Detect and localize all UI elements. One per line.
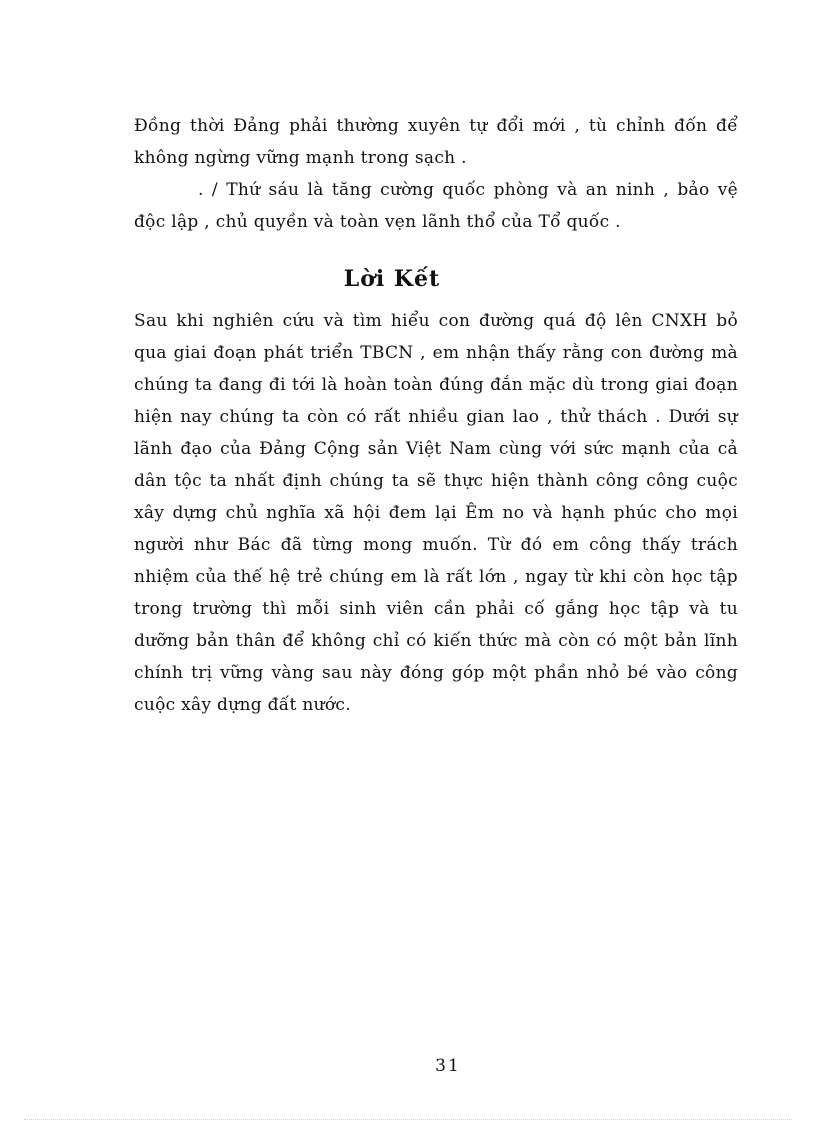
- conclusion-line: dân tộc ta nhất định chúng ta sẽ thực hiện thành công công cuộc: [134, 471, 738, 491]
- intro-line: không ngừng vững mạnh trong sạch .: [134, 148, 467, 168]
- intro-line: Đồng thời Đảng phải thường xuyên tự đổi mới , tù chỉnh đốn để: [134, 116, 738, 136]
- conclusion-line: Sau khi nghiên cứu và tìm hiểu con đường quá độ lên CNXH bỏ: [134, 311, 738, 331]
- page-number: 31: [435, 1056, 461, 1076]
- conclusion-line: qua giai đoạn phát triển TBCN , em nhận thấy rằng con đường mà: [134, 343, 738, 363]
- conclusion-line: trong trường thì mỗi sinh viên cần phải cố gắng học tập và tu: [134, 599, 738, 619]
- conclusion-line: hiện nay chúng ta còn có rất nhiều gian lao , thử thách . Dưới sự: [134, 407, 738, 427]
- conclusion-line: nhiệm của thế hệ trẻ chúng em là rất lớn , ngay từ khi còn học tập: [134, 567, 738, 587]
- conclusion-line: chính trị vững vàng sau này đóng góp một phần nhỏ bé vào công: [134, 663, 738, 683]
- page-bottom-divider: [24, 1119, 792, 1120]
- intro-line: . / Thứ sáu là tăng cường quốc phòng và an ninh , bảo vệ: [198, 180, 738, 200]
- conclusion-line: xây dựng chủ nghĩa xã hội đem lại Êm no và hạnh phúc cho mọi: [134, 503, 738, 523]
- conclusion-line: người như Bác đã từng mong muốn. Từ đó em công thấy trách: [134, 535, 738, 555]
- conclusion-paragraph: [134, 305, 738, 721]
- conclusion-line: dưỡng bản thân để không chỉ có kiến thức mà còn có một bản lĩnh: [134, 631, 738, 651]
- intro-line: độc lập , chủ quyền và toàn vẹn lãnh thổ của Tổ quốc .: [134, 212, 621, 232]
- conclusion-line: chúng ta đang đi tới là hoàn toàn đúng đắn mặc dù trong giai đoạn: [134, 375, 738, 395]
- conclusion-line: lãnh đạo của Đảng Cộng sản Việt Nam cùng với sức mạnh của cả: [134, 439, 738, 459]
- section-heading: Lời Kết: [343, 266, 441, 292]
- intro-paragraphs: [134, 110, 738, 238]
- conclusion-line: cuộc xây dựng đất nước.: [134, 695, 351, 715]
